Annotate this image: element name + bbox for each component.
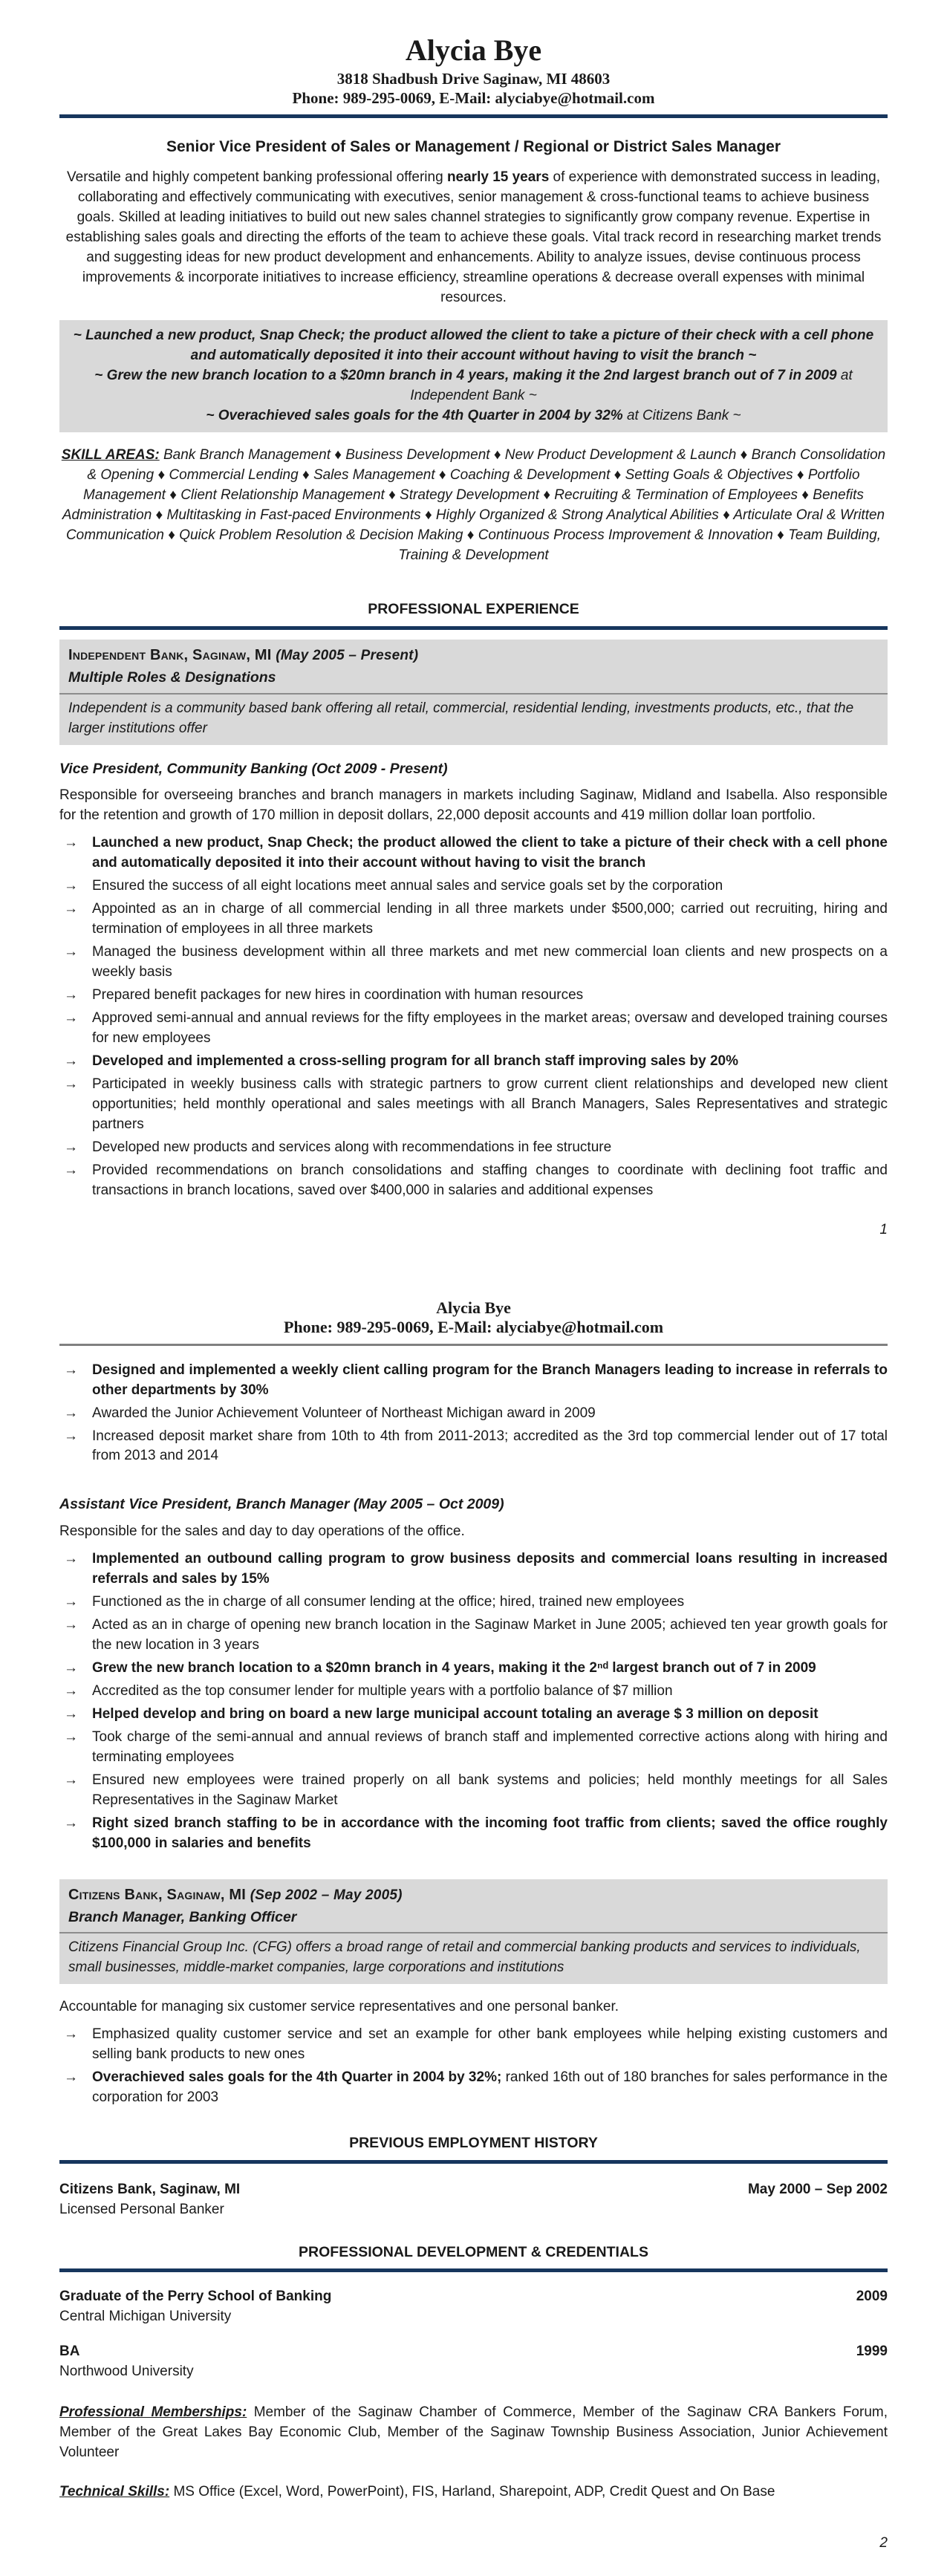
avp-intro-paragraph: Responsible for the sales and day to day operations of the office.	[59, 1523, 465, 1540]
credentials-divider	[59, 2268, 888, 2272]
arrow-bullet-icon: →	[64, 1682, 78, 1699]
arrow-bullet-icon: →	[64, 944, 78, 960]
employment-dates: (May 2005 – Present)	[276, 648, 419, 664]
target-role-title: Senior Vice President of Sales or Management / Regional or District Sales Manager	[166, 138, 781, 156]
arrow-bullet-icon: →	[64, 1705, 78, 1722]
section-heading-credentials: PROFESSIONAL DEVELOPMENT & CREDENTIALS	[299, 2243, 648, 2260]
previous-employment-divider	[59, 2160, 888, 2164]
employment-dates: (Sep 2002 – May 2005)	[250, 1887, 403, 1903]
arrow-bullet-icon: →	[64, 1594, 78, 1610]
arrow-bullet-icon: →	[64, 1139, 78, 1155]
skill-areas	[59, 446, 888, 566]
page2-header-divider	[59, 1344, 888, 1346]
bullet-text: Acted as an in charge of opening new branch location in the Saginaw Market in June 2005; achieved ten year growth goals for the new location in 3 years	[92, 1617, 888, 1653]
bullet-text: Prepared benefit packages for new hires in coordination with human resources	[92, 987, 584, 1004]
bullet-text: Managed the business development within all three markets and met new commercial loan clients and new prospects on a weekly basis	[92, 944, 888, 980]
arrow-bullet-icon: →	[64, 2069, 78, 2086]
bullet-text: Increased deposit market share from 10th to 4th from 2011-2013; accredited as the 3rd top commercial lender out of 17 total from 2013 and 2014	[92, 1428, 888, 1464]
bullet-item	[59, 1075, 888, 1135]
professional-memberships: Professional Memberships: Member of the Saginaw Chamber of Commerce, Member of the Saginaw CRA Bankers Forum, Member of the Great Lakes Bay Economic Club, Member of the Saginaw Township Business Association, Junior Achievement Volunteer	[59, 2404, 888, 2461]
job-title-vp-community-banking: Vice President, Community Banking (Oct 2009 - Present)	[59, 760, 448, 777]
arrow-bullet-icon: →	[64, 1659, 78, 1676]
bullet-text: Took charge of the semi-annual and annual reviews of branch staff and implemented corrective actions along with hiring and terminating employees	[92, 1728, 888, 1765]
bullet-item	[59, 2025, 888, 2065]
bullet-item	[59, 1728, 888, 1768]
bullet-item	[59, 1616, 888, 1656]
employer-role-title: Branch Manager, Banking Officer	[68, 1908, 297, 1925]
previous-employment-entries	[59, 2180, 888, 2220]
bullet-text: Right sized branch staffing to be in accordance with the incoming foot traffic from clients; saved the office roughly $100,000 in salaries and benefits	[92, 1815, 888, 1851]
bullet-item	[59, 900, 888, 940]
address-line: 3818 Shadbush Drive Saginaw, MI 48603	[336, 70, 611, 88]
bullet-item	[59, 1549, 888, 1590]
bullet-item	[59, 1138, 888, 1158]
technical-skills: Technical Skills: MS Office (Excel, Word, PowerPoint), FIS, Harland, Sharepoint, ADP, Credit Quest and On Base	[59, 2484, 775, 2500]
arrow-bullet-icon: →	[64, 1162, 78, 1178]
summary-paragraph: Versatile and highly competent banking professional offering nearly 15 years of experience with demonstrated success in leading, collaborating and effectively communicating with executives, senior management & cross-functional teams to achieve business goals. Skilled at leading initiatives to build out new sales channel strategies to significantly grow company revenue. Expertise in establishing sales goals and directing the efforts of the team to achieve these goals. Vital track record in researching market trends and suggesting ideas for new product development and enhancements. Ability to analyze issues, devise continuous process improvements & incorporate initiatives to increase efficiency, streamline operations & decrease overall expenses with minimal resources.	[65, 169, 882, 305]
phone-email-line-page2: Phone: 989-295-0069, E-Mail: alyciabye@hotmail.com	[283, 1318, 664, 1337]
bullet-item	[59, 1771, 888, 1811]
bullet-text: Launched a new product, Snap Check; the product allowed the client to take a picture of their check with a cell phone and automatically deposited it into their account without having to visit the branch	[92, 835, 888, 871]
candidate-name: Alycia Bye	[405, 33, 542, 67]
bullet-text: Awarded the Junior Achievement Volunteer of Northeast Michigan award in 2009	[92, 1405, 596, 1421]
arrow-bullet-icon: →	[64, 835, 78, 851]
arrow-bullet-icon: →	[64, 1405, 78, 1421]
arrow-bullet-icon: →	[64, 1617, 78, 1633]
employer-box-independent-bank	[59, 640, 888, 745]
bullet-item	[59, 1404, 888, 1424]
credential-entry	[59, 2342, 888, 2382]
bullet-text: Appointed as an in charge of all commercial lending in all three markets under $500,000; carried out recruiting, hiring and termination of employees in all three markets	[92, 901, 888, 937]
arrow-bullet-icon: →	[64, 1053, 78, 1070]
credential-institution: Northwood University	[59, 2364, 194, 2380]
credential-year: 2009	[856, 2289, 888, 2305]
bullet-item	[59, 1814, 888, 1854]
page1-number: 1	[879, 1221, 888, 1237]
header-divider	[59, 114, 888, 118]
entry-dates: May 2000 – Sep 2002	[747, 2181, 888, 2197]
page2-header	[59, 1298, 888, 1338]
credential-entry	[59, 2287, 888, 2327]
employment-entry	[59, 2180, 888, 2220]
bullet-text: Functioned as the in charge of all consumer lending at the office; hired, trained new employees	[92, 1594, 685, 1610]
arrow-bullet-icon: →	[64, 987, 78, 1004]
employer-role-title: Multiple Roles & Designations	[68, 669, 276, 686]
bullet-item	[59, 986, 888, 1006]
technical-skills-label: Technical Skills:	[59, 2484, 170, 2500]
arrow-bullet-icon: →	[64, 1362, 78, 1378]
arrow-bullet-icon: →	[64, 1815, 78, 1831]
bullet-text: Developed new products and services along with recommendations in fee structure	[92, 1139, 612, 1155]
skill-areas-label: SKILL AREAS:	[61, 446, 160, 463]
credential-institution: Central Michigan University	[59, 2309, 232, 2325]
bullet-text: Grew the new branch location to a $20mn branch in 4 years, making it the 2ⁿᵈ largest branch out of 7 in 2009	[92, 1659, 816, 1676]
entry-role: Licensed Personal Banker	[59, 2201, 224, 2217]
entry-company: Citizens Bank, Saginaw, MI	[59, 2181, 241, 2197]
employer-name-dates: Citizens Bank, Saginaw, MI (Sep 2002 – May 2005)	[68, 1886, 403, 1903]
bullet-text: Approved semi-annual and annual reviews for the fifty employees in the market areas; oversaw and developed training courses for new employees	[92, 1010, 888, 1047]
bullet-item	[59, 1659, 888, 1679]
bullet-text: Accredited as the top consumer lender for multiple years with a portfolio balance of $7 million	[92, 1682, 673, 1699]
arrow-bullet-icon: →	[64, 2026, 78, 2043]
bullet-text: Provided recommendations on branch consolidations and staffing changes to coordinate with declining foot traffic and transactions in branch locations, saved over $400,000 in salaries and additional expenses	[92, 1162, 888, 1198]
credential-year: 1999	[856, 2344, 888, 2360]
bullet-item	[59, 1009, 888, 1049]
summary-bold-phrase: nearly 15 years	[446, 169, 550, 186]
candidate-name-page2: Alycia Bye	[436, 1298, 511, 1317]
bullet-item	[59, 1682, 888, 1702]
bullet-item	[59, 1593, 888, 1613]
arrow-bullet-icon: →	[64, 901, 78, 917]
vp-bullet-list	[59, 833, 888, 1200]
achievement-line: ~ Grew the new branch location to a $20mn branch in 4 years, making it the 2nd largest branch out of 7 in 2009 at Independent Bank ~	[94, 367, 853, 403]
avp-bullet-list	[59, 1549, 888, 1854]
bullet-item	[59, 1361, 888, 1401]
job-intro-paragraph: Responsible for overseeing branches and branch managers in markets including Saginaw, Midland and Isabella. Also responsible for the retention and growth of 170 million in deposit dollars, 22,000 deposit accounts and 419 million dollar loan portfolio.	[59, 787, 888, 824]
bullet-item	[59, 1705, 888, 1725]
credential-title: Graduate of the Perry School of Banking	[59, 2289, 332, 2305]
credentials-entries	[59, 2287, 888, 2382]
bullet-item	[59, 1161, 888, 1201]
arrow-bullet-icon: →	[64, 1551, 78, 1567]
section-heading-experience: PROFESSIONAL EXPERIENCE	[368, 601, 579, 618]
section-heading-previous-employment: PREVIOUS EMPLOYMENT HISTORY	[349, 2135, 598, 2152]
phone-email-line: Phone: 989-295-0069, E-Mail: alyciabye@hotmail.com	[292, 88, 655, 107]
experience-divider	[59, 626, 888, 630]
bullet-text: Participated in weekly business calls with strategic partners to grow current client relationships and developed new client opportunities; held monthly operational and sales meetings with all Branch Managers, Sales Representatives and strategic partners	[92, 1076, 888, 1132]
achievement-line: ~ Launched a new product, Snap Check; the product allowed the client to take a picture of their check with a cell phone and automatically deposited it into their account without having to visit the branch ~	[73, 327, 874, 363]
memberships-label: Professional Memberships:	[59, 2404, 247, 2421]
arrow-bullet-icon: →	[64, 878, 78, 894]
arrow-bullet-icon: →	[64, 1772, 78, 1788]
bullet-item	[59, 833, 888, 874]
citizens-bullet-list	[59, 2025, 888, 2108]
bullet-item	[59, 2068, 888, 2108]
bullet-text: Implemented an outbound calling program to grow business deposits and commercial loans resulting in increased referrals and sales by 15%	[92, 1551, 888, 1587]
credential-title: BA	[59, 2344, 80, 2360]
page2-number: 2	[879, 2535, 888, 2551]
bullet-item	[59, 1427, 888, 1467]
arrow-bullet-icon: →	[64, 1076, 78, 1093]
bullet-item	[59, 943, 888, 983]
arrow-bullet-icon: →	[64, 1728, 78, 1745]
bullet-text: Designed and implemented a weekly client calling program for the Branch Managers leading to increase in referrals to other departments by 30%	[92, 1362, 888, 1398]
arrow-bullet-icon: →	[64, 1428, 78, 1444]
bullet-text: Overachieved sales goals for the 4th Quarter in 2004 by 32%; ranked 16th out of 180 branches for sales performance in the corporation for 2003	[92, 2069, 888, 2106]
bullet-text: Helped develop and bring on board a new large municipal account totaling an average $ 3 million on deposit	[92, 1705, 819, 1722]
employer-box-citizens-bank	[59, 1879, 888, 1985]
bullet-text: Developed and implemented a cross-selling program for all branch staff improving sales by 20%	[92, 1053, 739, 1070]
employer-description: Independent is a community based bank offering all retail, commercial, residential lending, investments products, etc., that the larger institutions offer	[59, 693, 888, 745]
bullet-item	[59, 876, 888, 897]
page1-header	[59, 34, 888, 108]
achievement-line: ~ Overachieved sales goals for the 4th Quarter in 2004 by 32% at Citizens Bank ~	[206, 407, 741, 423]
job-title-avp-branch-manager: Assistant Vice President, Branch Manager (May 2005 – Oct 2009)	[59, 1496, 504, 1513]
bullet-item	[59, 1052, 888, 1072]
bullet-text: Ensured the success of all eight locations meet annual sales and service goals set by the corporation	[92, 878, 723, 894]
vp-bullet-list-continued	[59, 1361, 888, 1467]
key-achievements-box	[59, 320, 888, 432]
employer-name-dates: Independent Bank, Saginaw, MI (May 2005 – Present)	[68, 647, 419, 664]
arrow-bullet-icon: →	[64, 1010, 78, 1027]
employer-description: Citizens Financial Group Inc. (CFG) offers a broad range of retail and commercial banking products and services to individuals, small businesses, middle-market companies, large corporations and institutions	[59, 1932, 888, 1984]
skill-areas-list: Bank Branch Management ♦ Business Development ♦ New Product Development & Launch ♦ Branch Consolidation & Opening ♦ Commercial Lending ♦ Sales Management ♦ Coaching & Development ♦ Setting Goals & Objectives ♦ Portfolio Management ♦ Client Relationship Management ♦ Strategy Development ♦ Recruiting & Termination of Employees ♦ Benefits Administration ♦ Multitasking in Fast-paced Environments ♦ Highly Organized & Strong Analytical Abilities ♦ Articulate Oral & Written Communication ♦ Quick Problem Resolution & Decision Making ♦ Continuous Process Improvement & Innovation ♦ Team Building, Training & Development	[62, 446, 886, 563]
citizens-intro-paragraph: Accountable for managing six customer service representatives and one personal banker.	[59, 1999, 619, 2015]
bullet-text: Emphasized quality customer service and set an example for other bank employees while helping existing customers and selling bank products to new ones	[92, 2026, 888, 2063]
bullet-text: Ensured new employees were trained properly on all bank systems and policies; held monthly meetings for all Sales Representatives in the Saginaw Market	[92, 1772, 888, 1808]
